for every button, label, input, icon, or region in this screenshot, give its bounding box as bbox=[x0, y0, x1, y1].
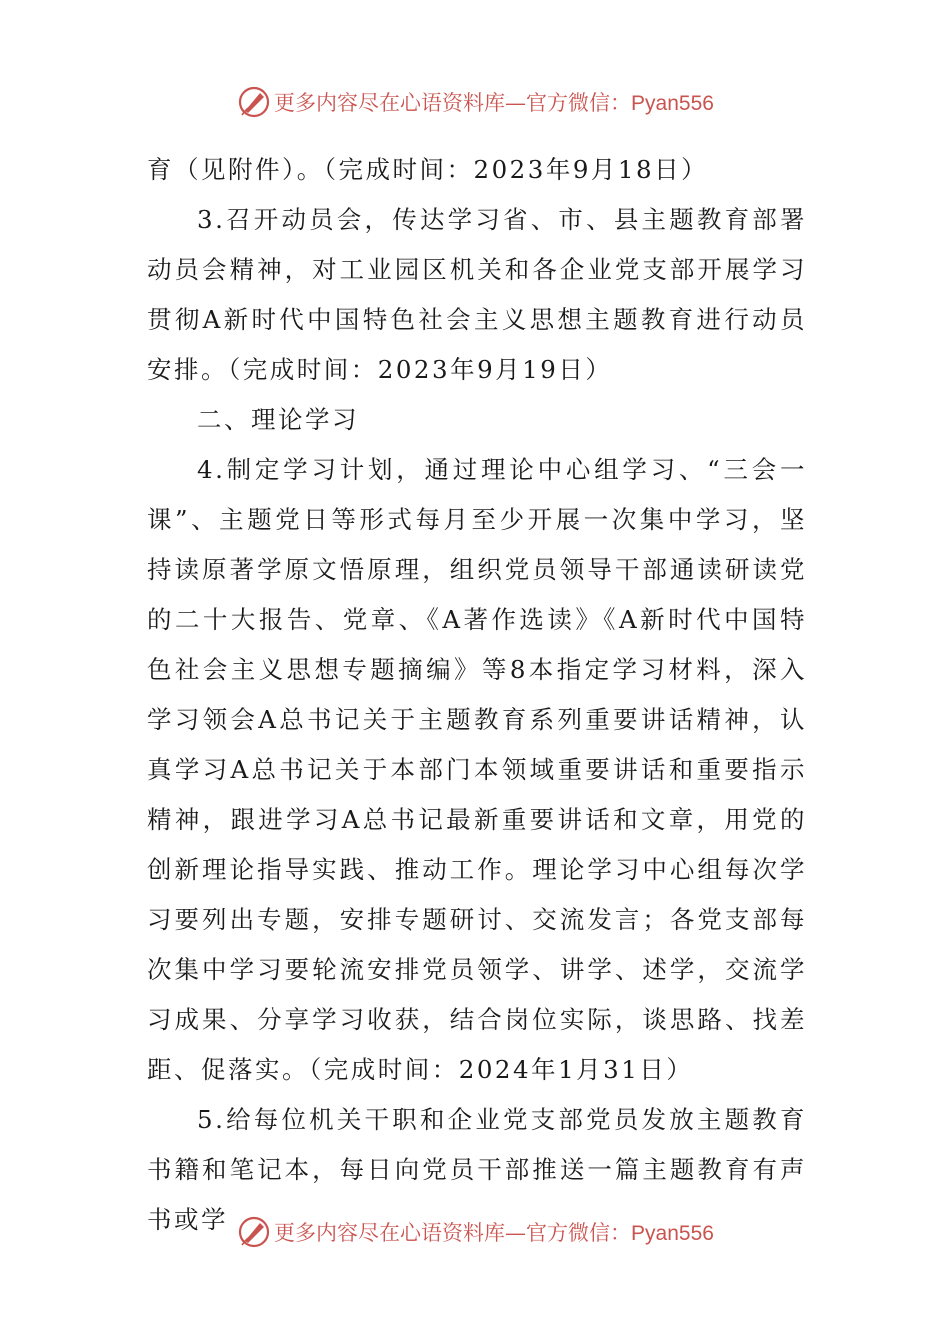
pen-nib-logo-icon bbox=[236, 1214, 272, 1250]
document-body bbox=[147, 145, 807, 1245]
watermark-text: 更多内容尽在心语资料库—官方微信：Pyan556 bbox=[274, 91, 714, 115]
header-watermark-banner bbox=[0, 82, 950, 122]
paragraph-item-5: 5.给每位机关干职和企业党支部党员发放主题教育书籍和笔记本，每日向党员干部推送一篇主题教育有声书或学 bbox=[147, 1105, 807, 1234]
pen-nib-logo-icon bbox=[236, 84, 272, 120]
watermark-text: 更多内容尽在心语资料库—官方微信：Pyan556 bbox=[274, 1221, 714, 1245]
paragraph-continuation: 育（见附件）。（完成时间：2023年9月18日） bbox=[147, 155, 709, 184]
paragraph-item-4: 4.制定学习计划，通过理论中心组学习、“三会一课”、主题党日等形式每月至少开展一次集中学习，坚持读原著学原文悟原理，组织党员领导干部通读研读党的二十大报告、党章、《A著作选读》《A新时代中国特色社会主义思想专题摘编》等8本指定学习材料，深入学习领会A总书记关于主题教育系列重要讲话精神，认真学习A总书记关于本部门本领域重要讲话和重要指示精神，跟进学习A总书记最新重要讲话和文章，用党的创新理论指导实践、推动工作。理论学习中心组每次学习要列出专题，安排专题研讨、交流发言；各党支部每次集中学习要轮流安排党员领学、讲学、述学，交流学习成果、分享学习收获，结合岗位实际，谈思路、找差距、促落实。（完成时间：2024年1月31日） bbox=[147, 455, 807, 1084]
section-heading-theory: 二、理论学习 bbox=[197, 405, 359, 434]
paragraph-item-3: 3.召开动员会，传达学习省、市、县主题教育部署动员会精神，对工业园区机关和各企业党支部开展学习贯彻A新时代中国特色社会主义思想主题教育进行动员安排。（完成时间：2023年9月19日） bbox=[147, 205, 807, 384]
footer-watermark-banner bbox=[0, 1212, 950, 1252]
